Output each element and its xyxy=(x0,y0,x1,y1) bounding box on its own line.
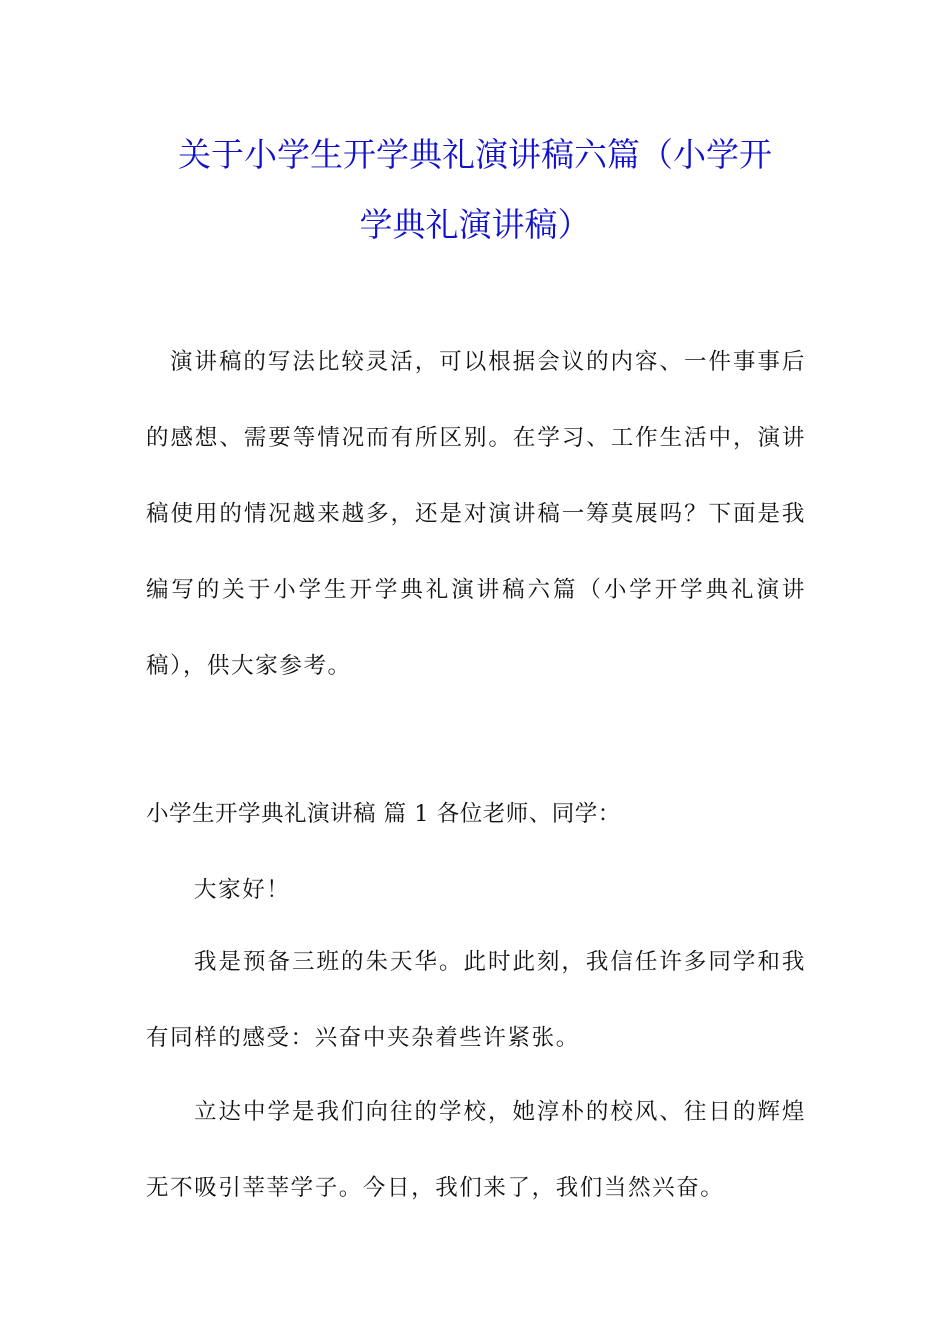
paragraph-2-line-2: 无不吸引莘莘学子。今日，我们来了，我们当然兴奋。 xyxy=(146,1175,725,1201)
intro-line-3: 稿使用的情况越来越多，还是对演讲稿一筹莫展吗？下面是我 xyxy=(146,501,806,527)
paragraph-1-line-2: 有同样的感受：兴奋中夹杂着些许紧张。 xyxy=(146,1025,580,1051)
document-title xyxy=(120,120,830,260)
section-heading: 小学生开学典礼演讲稿 篇 1 各位老师、同学： xyxy=(146,801,621,827)
greeting: 大家好！ xyxy=(194,877,291,903)
intro-line-2: 的感想、需要等情况而有所区别。在学习、工作生活中，演讲 xyxy=(146,425,806,451)
title-line-2: 学典礼演讲稿） xyxy=(359,205,591,244)
intro-line-5: 稿），供大家参考。 xyxy=(146,653,352,679)
intro-line-4: 编写的关于小学生开学典礼演讲稿六篇（小学开学典礼演讲 xyxy=(146,577,806,603)
paragraph-1-line-1: 我是预备三班的朱天华。此时此刻，我信任许多同学和我 xyxy=(194,949,806,975)
title-line-1: 关于小学生开学典礼演讲稿六篇（小学开 xyxy=(178,135,772,174)
paragraph-2-line-1: 立达中学是我们向往的学校，她淳朴的校风、往日的辉煌 xyxy=(194,1099,806,1125)
intro-line-1: 演讲稿的写法比较灵活，可以根据会议的内容、一件事事后 xyxy=(170,349,806,375)
